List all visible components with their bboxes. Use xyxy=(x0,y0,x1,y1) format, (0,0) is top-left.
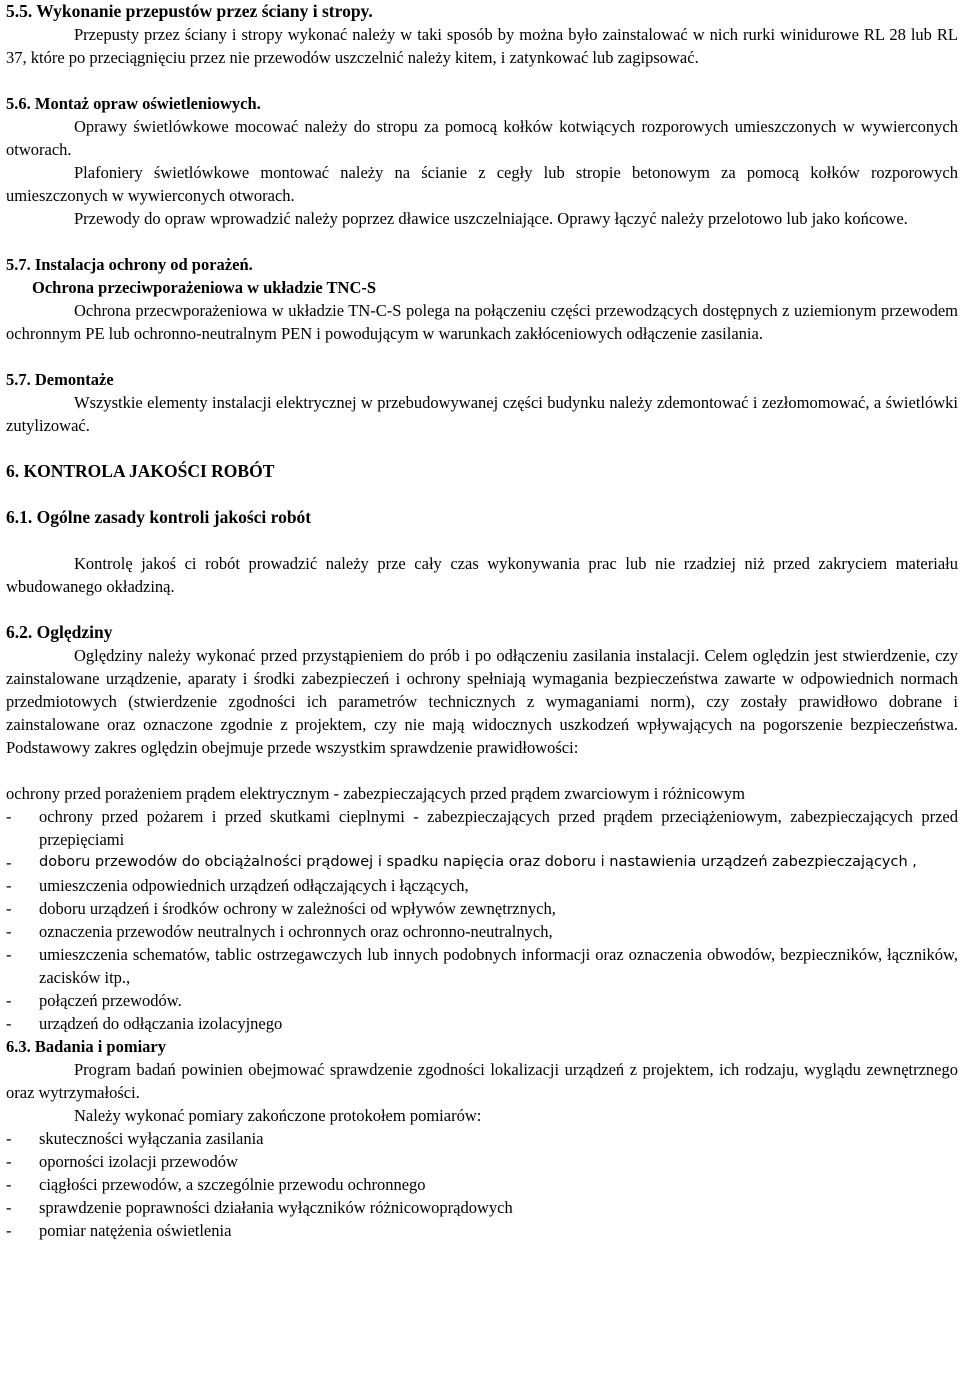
list-item xyxy=(6,874,958,897)
list-item xyxy=(6,1127,958,1150)
spacer xyxy=(6,345,958,368)
section-6-1-heading: 6.1. Ogólne zasady kontroli jakości robót xyxy=(6,507,312,527)
section-demontaze-paragraph: Wszystkie elementy instalacji elektrycznej w przebudowywanej części budynku należy zdemontować i zezłomomować, a świetlówki zutylizować. xyxy=(6,393,958,435)
dash-marker: - xyxy=(6,876,12,895)
section-6-heading: 6. KONTROLA JAKOŚCI ROBÓT xyxy=(6,461,275,481)
section-5-7-subheading: Ochrona przeciwporażeniowa w układzie TNC-S xyxy=(32,278,377,297)
section-6-2-lead: ochrony przed porażeniem prądem elektrycznym - zabezpieczających przed prądem zwarciowym i różnicowym xyxy=(6,784,745,803)
spacer xyxy=(6,437,958,460)
list-item xyxy=(6,1196,958,1219)
document-page xyxy=(6,0,958,1242)
list-item-text: skuteczności wyłączania zasilania xyxy=(39,1129,264,1148)
list-item xyxy=(6,1012,958,1035)
section-6-2-paragraph: Oględziny należy wykonać przed przystąpieniem do prób i po odłączeniu zasilania instalacji. Celem oględzin jest stwierdzenie, czy zainstalowane urządzenie, aparaty i środki zabezpieczeń i ochrony spełniają wymagania bezpieczeństwa zawarte w odpowiednich normach przedmiotowych (stwierdzenie zgodności ich parametrów technicznych z wymaganiami norm), czy zostały prawidłowo dobrane i zainstalowane oraz oznaczone zgodnie z projektem, czy nie mają widocznych uszkodzeń wpływających na pogorszenie bezpieczeństwa. Podstawowy zakres oględzin obejmuje przede wszystkim sprawdzenie prawidłowości: xyxy=(6,646,958,757)
spacer xyxy=(6,529,958,552)
dash-marker: - xyxy=(6,1152,12,1171)
list-item xyxy=(6,897,958,920)
list-item-text: pomiar natężenia oświetlenia xyxy=(39,1221,232,1240)
section-6-1-paragraph: Kontrolę jakoś ci robót prowadzić należy prze cały czas wykonywania prac lub nie rzadziej niż przed zakryciem materiału wbudowanego okładziną. xyxy=(6,554,958,596)
section-6-3-paragraph-1: Program badań powinien obejmować sprawdzenie zgodności lokalizacji urządzeń z projektem, ich rodzaju, wyglądu zewnętrznego oraz wytrzymałości. xyxy=(6,1060,958,1102)
section-5-6-paragraph-1: Oprawy świetlówkowe mocować należy do stropu za pomocą kołków kotwiących rozporowych umieszczonych w wywierconych otworach. xyxy=(6,117,958,159)
spacer xyxy=(6,598,958,621)
section-5-6-paragraph-2: Plafoniery świetlówkowe montować należy na ścianie z cegły lub stropie betonowym za pomocą kołków rozporowych umieszczonych w wywierconych otworach. xyxy=(6,163,958,205)
list-item-text: ciągłości przewodów, a szczególnie przewodu ochronnego xyxy=(39,1175,426,1194)
list-item-text: oporności izolacji przewodów xyxy=(39,1152,238,1171)
dash-marker: - xyxy=(6,1221,12,1240)
dash-marker: - xyxy=(6,1175,12,1194)
dash-marker: - xyxy=(6,922,12,941)
spacer xyxy=(6,759,958,782)
dash-marker: - xyxy=(6,899,12,918)
section-5-7-paragraph: Ochrona przecwporażeniowa w układzie TN-C-S polega na połączeniu części przewodzących dostępnych z uziemionym przewodem ochronnym PE lub ochronno-neutralnym PEN i powodującym w warunkach zakłóceniowych odłączenie zasilania. xyxy=(6,301,958,343)
section-demontaze-heading: 5.7. Demontaże xyxy=(6,370,114,389)
list-item-text: sprawdzenie poprawności działania wyłączników różnicowoprądowych xyxy=(39,1198,513,1217)
dash-marker: - xyxy=(6,945,12,964)
section-5-5-paragraph: Przepusty przez ściany i stropy wykonać należy w taki sposób by można było zainstalować w nich rurki winidurowe RL 28 lub RL 37, które po przeciągnięciu przez nie przewodów uszczelnić należy kitem, i zatynkować lub zagipsować. xyxy=(6,25,958,67)
list-item xyxy=(6,1150,958,1173)
list-item-text: oznaczenia przewodów neutralnych i ochronnych oraz ochronno-neutralnych, xyxy=(39,922,553,941)
list-item xyxy=(6,1173,958,1196)
list-item xyxy=(6,851,958,874)
spacer xyxy=(6,230,958,253)
section-5-5-heading: 5.5. Wykonanie przepustów przez ściany i stropy. xyxy=(6,1,373,21)
section-6-2-heading: 6.2. Oględziny xyxy=(6,622,113,642)
list-item-text: doboru przewodów do obciążalności prądowej i spadku napięcia oraz doboru i nastawienia urządzeń zabezpieczających , xyxy=(39,854,917,870)
section-5-6-paragraph-3: Przewody do opraw wprowadzić należy poprzez dławice uszczelniające. Oprawy łączyć należy przelotowo lub jako końcowe. xyxy=(74,209,908,228)
inspection-list xyxy=(6,805,958,1035)
dash-marker: - xyxy=(6,1014,12,1033)
list-item-text: umieszczenia odpowiednich urządzeń odłączających i łączących, xyxy=(39,876,469,895)
dash-marker: - xyxy=(6,853,12,872)
section-5-6-heading: 5.6. Montaż opraw oświetleniowych. xyxy=(6,94,261,113)
list-item-text: połączeń przewodów. xyxy=(39,991,182,1010)
list-item xyxy=(6,805,958,851)
section-5-7-heading: 5.7. Instalacja ochrony od porażeń. xyxy=(6,255,253,274)
dash-marker: - xyxy=(6,1129,12,1148)
dash-marker: - xyxy=(6,807,12,826)
section-6-3-paragraph-2: Należy wykonać pomiary zakończone protokołem pomiarów: xyxy=(74,1106,482,1125)
spacer xyxy=(6,483,958,506)
dash-marker: - xyxy=(6,1198,12,1217)
dash-marker: - xyxy=(6,991,12,1010)
spacer xyxy=(6,69,958,92)
list-item-text: ochrony przed pożarem i przed skutkami cieplnymi - zabezpieczających przed prądem przeciążeniowym, zabezpieczających przed przepięciami xyxy=(39,807,958,849)
list-item xyxy=(6,1219,958,1242)
list-item-text: umieszczenia schematów, tablic ostrzegawczych lub innych podobnych informacji oraz oznaczenia obwodów, bezpieczników, łączników, zacisków itp., xyxy=(39,945,958,987)
list-item xyxy=(6,943,958,989)
list-item-text: urządzeń do odłączania izolacyjnego xyxy=(39,1014,283,1033)
list-item-text: doboru urządzeń i środków ochrony w zależności od wpływów zewnętrznych, xyxy=(39,899,556,918)
list-item xyxy=(6,920,958,943)
section-6-3-heading: 6.3. Badania i pomiary xyxy=(6,1037,166,1056)
measurement-list xyxy=(6,1127,958,1242)
list-item xyxy=(6,989,958,1012)
